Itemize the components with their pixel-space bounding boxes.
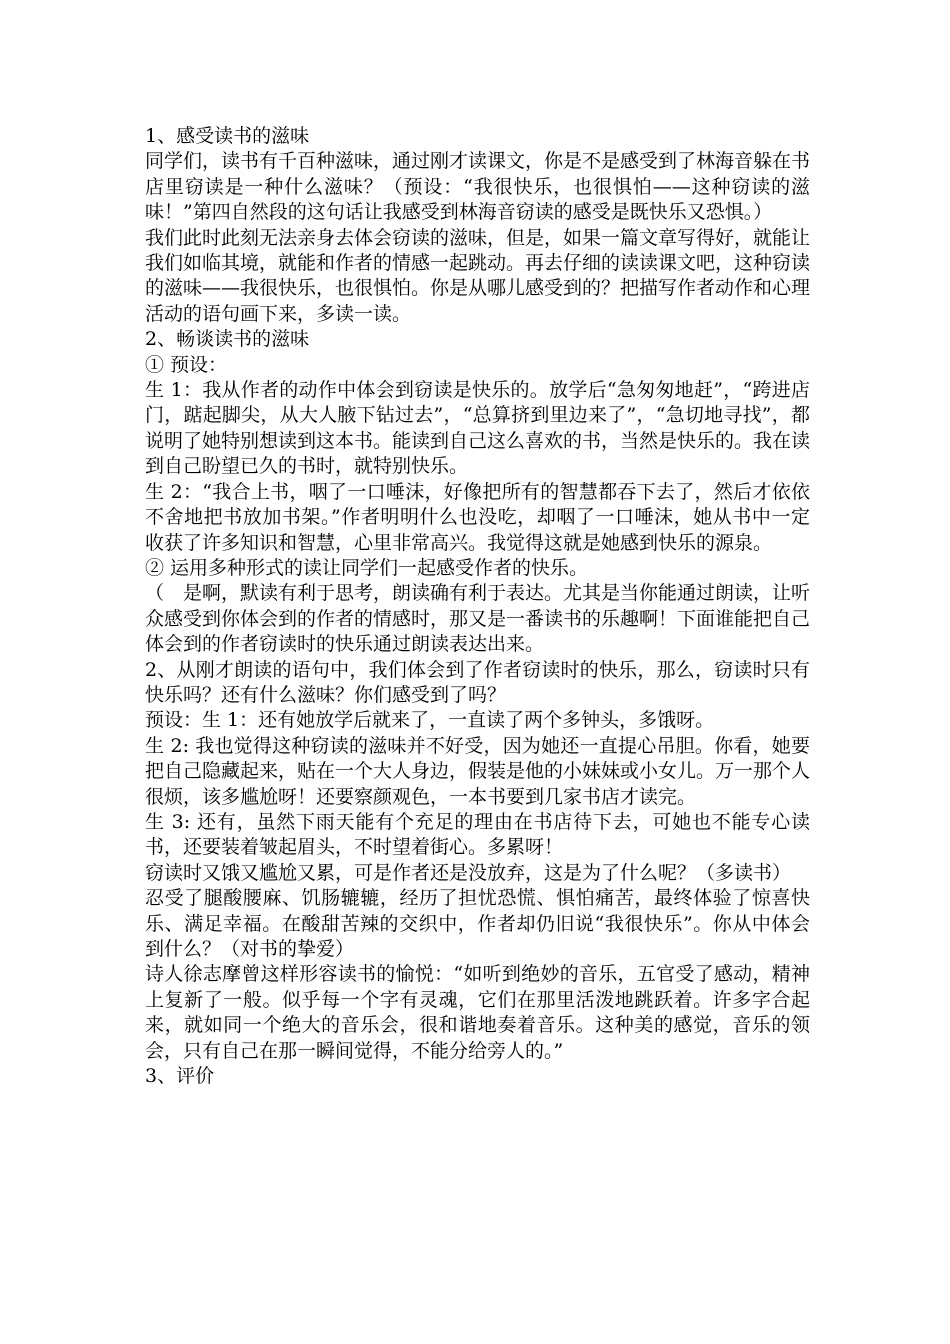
- student-1-answer: 生 1：我从作者的动作中体会到窃读是快乐的。放学后“急匆匆地赶”，“跨进店门，踮起脚尖，从大人腋下钻过去”，“总算挤到里边来了”，“急切地寻找”，都说明了她特别想读到这本书。能读到自己这么喜欢的书，当然是快乐的。我在读到自己盼望已久的书时，就特别快乐。: [145, 379, 811, 478]
- xu-zhimo-quote: 诗人徐志摩曾这样形容读书的愉悦：“如听到绝妙的音乐，五官受了感动，精神上复新了一般。似乎每一个字有灵魂，它们在那里活泼地跳跃着。许多字合起来，就如同一个绝大的音乐会，很和谐地奏着音乐。这种美的感觉，音乐的领会，只有自己在那一瞬间觉得，不能分给旁人的。”: [145, 963, 810, 1062]
- preset-student-2: 生 2: 我也觉得这种窃读的滋味并不好受，因为她还一直提心吊胆。你看，她要把自己隐藏起来，贴在一个大人身边，假装是他的小妹妹或小女儿。万一那个人很烦，该多尴尬呀！还要察颜观色，一本书要到几家书店才读完。: [145, 734, 811, 808]
- paragraph-guidance: 我们此时此刻无法亲身去体会窃读的滋味，但是，如果一篇文章写得好，就能让我们如临其境，就能和作者的情感一起跳动。再去仔细的读读课文吧，这种窃读的滋味——我很快乐，也很惧怕。你是从哪儿感受到的？把描写作者动作和心理活动的语句画下来，多读一读。: [145, 226, 811, 325]
- reason-question: 窃读时又饿又尴尬又累，可是作者还是没放弃，这是为了什么呢？（多读书）: [145, 861, 792, 884]
- paragraph-intro-question: 同学们，读书有千百种滋味，通过刚才读课文，你是不是感受到了林海音躲在书店里窃读是一种什么滋味？（预设：“我很快乐，也很惧怕——这种窃读的滋味！”第四自然段的这句话让我感受到林海音窃读的感受是既快乐又恐惧。）: [145, 150, 811, 224]
- teacher-comment: （ 是啊，默读有利于思考，朗读确有利于表达。尤其是当你能通过朗读，让听众感受到你体会到的作者的情感时，那又是一番读书的乐趣啊！下面谁能把自己体会到的作者窃读时的快乐通过朗读表达出来。: [145, 582, 811, 656]
- section-heading-2: 2、畅谈读书的滋味: [145, 328, 310, 351]
- preset-student-1: 预设：生 1：还有她放学后就来了，一直读了两个多钟头，多饿呀。: [145, 709, 715, 732]
- preset-student-3: 生 3: 还有，虽然下雨天能有个充足的理由在书店待下去，可她也不能专心读书，还要装着皱起眉头，不时望着街心。多累呀！: [145, 810, 810, 859]
- reading-activity: ② 运用多种形式的读让同学们一起感受作者的快乐。: [145, 556, 589, 579]
- preset-label: ① 预设：: [145, 353, 228, 376]
- follow-up-question: 2、从刚才朗读的语句中，我们体会到了作者窃读时的快乐，那么，窃读时只有快乐吗？还有什么滋味？你们感受到了吗？: [145, 658, 810, 706]
- document-body: [145, 124, 810, 1089]
- student-2-answer: 生 2：“我合上书，咽了一口唾沫，好像把所有的智慧都吞下去了，然后才依依不舍地把书放加书架。”作者明明什么也没吃，却咽了一口唾沫，她从书中一定收获了许多知识和智慧，心里非常高兴。我觉得这就是她感到快乐的源泉。: [145, 480, 810, 554]
- section-heading-1: 1、感受读书的滋味: [145, 125, 310, 147]
- summary-paragraph: 忍受了腿酸腰麻、饥肠辘辘，经历了担忧恐慌、惧怕痛苦，最终体验了惊喜快乐、满足幸福。在酸甜苦辣的交织中，作者却仍旧说“我很快乐”。你从中体会到什么？（对书的挚爱）: [145, 887, 810, 960]
- section-heading-3: 3、评价: [145, 1065, 215, 1088]
